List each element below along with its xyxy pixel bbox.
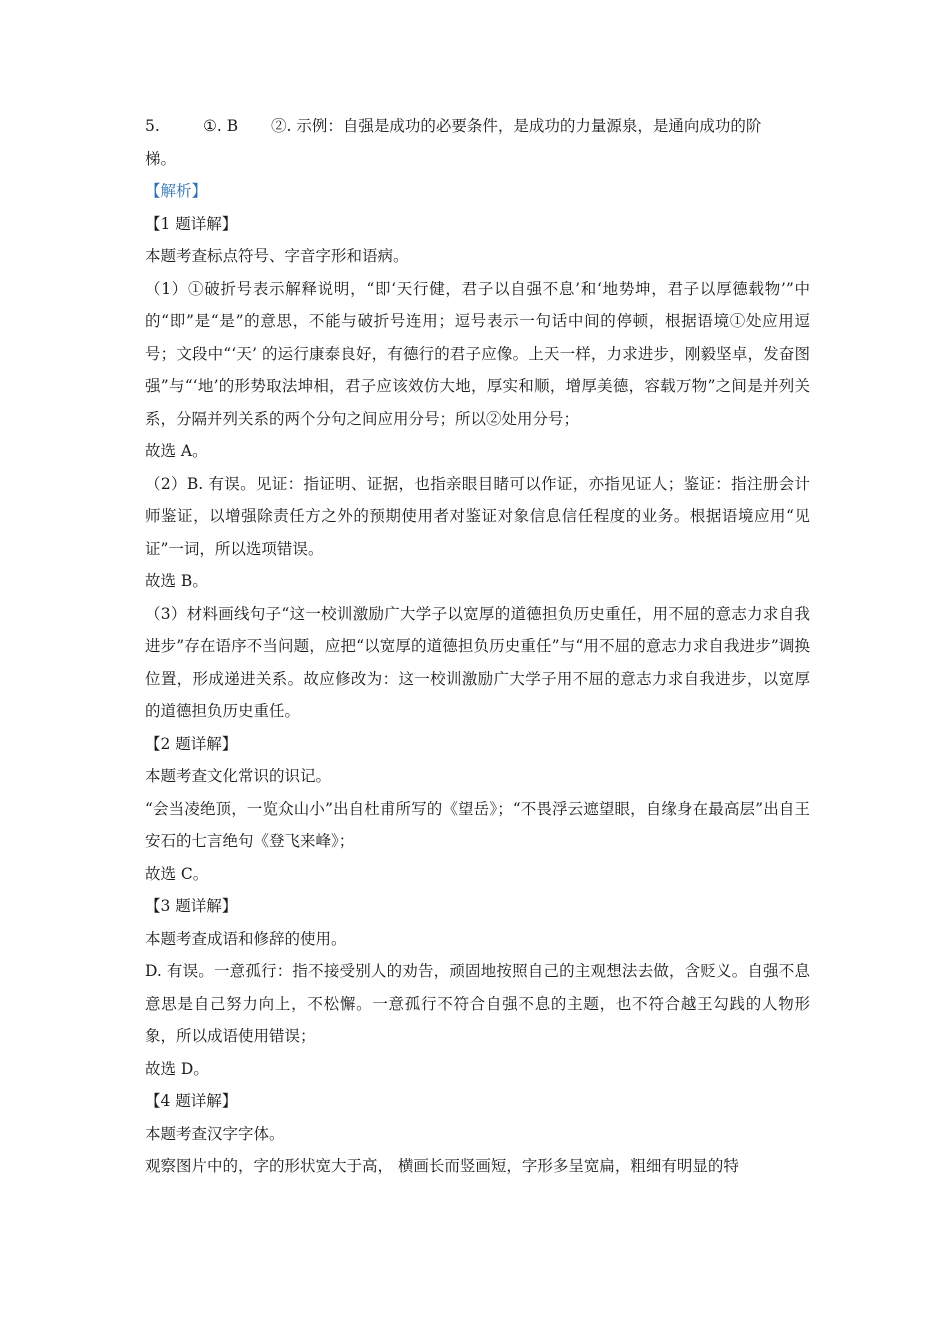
answer-document bbox=[145, 110, 810, 1183]
section-1-part-2: （2）B. 有误。见证：指证明、证据，也指亲眼目睹可以作证，亦指见证人；鉴证：指注册会计师鉴证，以增强除责任方之外的预期使用者对鉴证对象信息信任程度的业务。根据语境应用“见证”一词，所以选项错误。 bbox=[145, 474, 810, 558]
section-2-answer: 故选 C。 bbox=[145, 864, 209, 883]
section-4-intro: 本题考查汉字字体。 bbox=[145, 1124, 285, 1143]
section-1-title: 【1 题详解】 bbox=[145, 214, 238, 233]
section-3-intro: 本题考查成语和修辞的使用。 bbox=[145, 929, 347, 948]
section-4-body: 观察图片中的，字的形状宽大于高， 横画长而竖画短，字形多呈宽扁，粗细有明显的特 bbox=[145, 1157, 739, 1175]
section-1-answer-1: 故选 A。 bbox=[145, 442, 208, 460]
section-1-answer-2: 故选 B。 bbox=[145, 572, 208, 590]
analysis-label: 【解析】 bbox=[145, 182, 208, 200]
section-2-body: “会当凌绝顶，一览众山小”出自杜甫所写的《望岳》；“不畏浮云遮望眼，自缘身在最高层”出自王安石的七言绝句《登飞来峰》； bbox=[145, 799, 810, 850]
section-3-title: 【3 题详解】 bbox=[145, 897, 238, 915]
question-5-answer-line bbox=[145, 110, 810, 143]
section-2-intro: 本题考查文化常识的识记。 bbox=[145, 767, 332, 785]
section-1-intro: 本题考查标点符号、字音字形和语病。 bbox=[145, 247, 409, 265]
section-4-title: 【4 题详解】 bbox=[145, 1092, 238, 1110]
answer-2: ②. 示例：自强是成功的必要条件，是成功的力量源泉，是通向成功的阶 bbox=[271, 117, 762, 135]
section-2-title: 【2 题详解】 bbox=[145, 734, 238, 753]
question-number: 5. bbox=[145, 117, 160, 135]
answer-2-continuation: 梯。 bbox=[145, 149, 177, 168]
section-3-body: D. 有误。一意孤行：指不接受别人的劝告，顽固地按照自己的主观想法去做，含贬义。自强不息意思是自己努力向上，不松懈。一意孤行不符合自强不息的主题，也不符合越王勾践的人物形象，所以成语使用错误； bbox=[145, 962, 810, 1045]
answer-1: ①. B bbox=[203, 117, 239, 135]
section-1-part-1: （1）①破折号表示解释说明，“即‘天行健，君子以自强不息’和‘地势坤，君子以厚德载物’”中的“即”是“是”的意思，不能与破折号连用；逗号表示一句话中间的停顿，根据语境①处应用逗号；文段中“‘天’ 的运行康泰良好，有德行的君子应像。上天一样，力求进步，刚毅坚卓，发奋图强”与“‘地’的形势取法坤相，君子应该效仿大地，厚实和顺，增厚美德，容载万物”之间是并列关系，分隔并列关系的两个分句之间应用分号；所以②处用分号； bbox=[145, 279, 810, 428]
section-3-answer: 故选 D。 bbox=[145, 1059, 209, 1078]
section-1-part-3: （3）材料画线句子“这一校训激励广大学子以宽厚的道德担负历史重任，用不屈的意志力求自我进步”存在语序不当问题，应把“以宽厚的道德担负历史重任”与“用不屈的意志力求自我进步”调换位置，形成递进关系。故应修改为：这一校训激励广大学子用不屈的意志力求自我进步，以宽厚的道德担负历史重任。 bbox=[145, 604, 810, 720]
